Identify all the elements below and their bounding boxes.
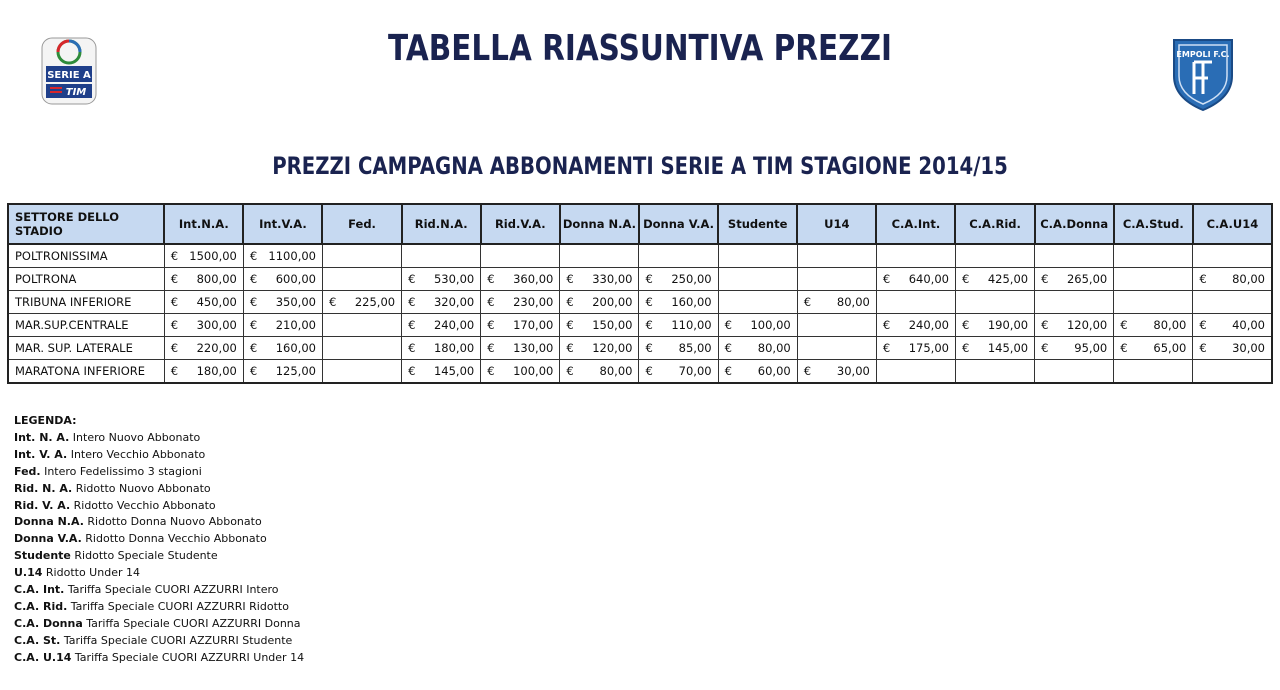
currency-symbol: € (724, 318, 732, 332)
currency-symbol: € (724, 364, 732, 378)
legend-item (14, 616, 304, 633)
price-cell (955, 268, 1034, 291)
price-cell (955, 291, 1034, 314)
price-value: 330,00 (592, 272, 633, 286)
price-value: 175,00 (908, 341, 949, 355)
currency-symbol: € (487, 364, 495, 378)
price-cell (718, 360, 797, 384)
price-cell (955, 244, 1034, 268)
price-value: 120,00 (1066, 318, 1108, 332)
currency-symbol: € (408, 364, 416, 378)
tim-text: TIM (65, 87, 87, 98)
price-value: 65,00 (1153, 341, 1187, 355)
price-value: 200,00 (592, 295, 633, 309)
price-value: 30,00 (1232, 341, 1265, 355)
price-value: 70,00 (678, 364, 712, 378)
price-cell (560, 314, 639, 337)
currency-symbol: € (487, 341, 495, 355)
price-value: 160,00 (671, 295, 712, 309)
currency-symbol: € (1199, 272, 1207, 286)
currency-symbol: € (882, 341, 891, 355)
price-cell (322, 291, 401, 314)
price-value: 350,00 (275, 295, 316, 309)
table-row (8, 268, 1272, 291)
price-value: 450,00 (196, 295, 237, 309)
legend-key: Fed. (14, 464, 41, 478)
price-cell (876, 337, 955, 360)
currency-symbol: € (170, 318, 179, 332)
currency-symbol: € (961, 341, 970, 355)
price-cell (1035, 244, 1114, 268)
currency-symbol: € (249, 341, 258, 355)
legend-item (14, 481, 304, 498)
currency-symbol: € (724, 341, 732, 355)
price-value: 220,00 (196, 341, 237, 355)
currency-symbol: € (961, 318, 970, 332)
price-value: 300,00 (196, 318, 237, 332)
price-cell (1193, 360, 1272, 384)
price-value: 125,00 (275, 364, 316, 378)
price-value: 225,00 (354, 295, 396, 309)
column-header-sector: SETTORE DELLO STADIO (8, 204, 164, 244)
price-table (7, 203, 1273, 384)
price-value: 145,00 (433, 364, 475, 378)
empoli-fc-logo (1170, 36, 1236, 112)
currency-symbol: € (803, 295, 812, 309)
legend-description: Ridotto Vecchio Abbonato (70, 498, 216, 512)
price-cell (718, 244, 797, 268)
price-cell (164, 291, 243, 314)
currency-symbol: € (170, 272, 179, 286)
legend-description: Intero Nuovo Abbonato (69, 430, 201, 444)
legend-item (14, 582, 304, 599)
price-cell (876, 291, 955, 314)
column-header: Rid.N.A. (402, 204, 481, 244)
table-header-row (8, 204, 1272, 244)
price-cell (1035, 314, 1114, 337)
currency-symbol: € (882, 318, 891, 332)
sector-cell: POLTRONISSIMA (8, 244, 164, 268)
price-cell (1193, 314, 1272, 337)
price-cell (639, 314, 718, 337)
price-cell (560, 244, 639, 268)
column-header: U14 (797, 204, 876, 244)
table-row (8, 314, 1272, 337)
price-cell (876, 360, 955, 384)
price-cell (718, 314, 797, 337)
price-cell (1193, 268, 1272, 291)
currency-symbol: € (408, 318, 416, 332)
sector-cell: MAR. SUP. LATERALE (8, 337, 164, 360)
price-cell (402, 268, 481, 291)
price-value: 110,00 (671, 318, 712, 332)
price-cell (164, 337, 243, 360)
price-cell (402, 291, 481, 314)
legend-description: Tariffa Speciale CUORI AZZURRI Donna (82, 616, 301, 630)
currency-symbol: € (1041, 272, 1049, 286)
price-cell (1193, 291, 1272, 314)
price-cell (1035, 291, 1114, 314)
legend-heading: LEGENDA: (14, 414, 77, 427)
price-cell (481, 360, 560, 384)
legend-key: Donna N.A. (14, 515, 84, 529)
legend-key: C.A. Donna (14, 616, 83, 630)
column-header: C.A.Donna (1035, 204, 1114, 244)
price-value: 180,00 (433, 341, 475, 355)
price-cell (402, 244, 481, 268)
table-row (8, 337, 1272, 360)
price-value: 95,00 (1074, 341, 1108, 355)
price-value: 80,00 (836, 295, 870, 309)
price-cell (322, 360, 401, 384)
currency-symbol: € (1199, 318, 1207, 332)
currency-symbol: € (249, 249, 258, 263)
legend-key: Int. N. A. (14, 430, 70, 444)
price-cell (797, 360, 876, 384)
legend-item (14, 430, 304, 447)
legend-item (14, 650, 304, 667)
empoli-text: EMPOLI F.C. (1176, 50, 1230, 59)
currency-symbol: € (645, 318, 653, 332)
price-value: 85,00 (678, 341, 712, 355)
price-value: 640,00 (908, 272, 949, 286)
sector-cell: MARATONA INFERIORE (8, 360, 164, 384)
currency-symbol: € (170, 364, 179, 378)
currency-symbol: € (408, 295, 416, 309)
price-value: 100,00 (750, 318, 791, 332)
price-cell (955, 314, 1034, 337)
price-cell (164, 360, 243, 384)
price-cell (797, 244, 876, 268)
price-cell (481, 291, 560, 314)
price-cell (1193, 337, 1272, 360)
sector-cell: POLTRONA (8, 268, 164, 291)
column-header: C.A.Int. (876, 204, 955, 244)
price-cell (164, 314, 243, 337)
price-cell (1035, 268, 1114, 291)
price-value: 250,00 (671, 272, 712, 286)
price-value: 600,00 (275, 272, 316, 286)
column-header: Int.N.A. (164, 204, 243, 244)
price-cell (402, 314, 481, 337)
price-cell (322, 268, 401, 291)
currency-symbol: € (566, 318, 574, 332)
currency-symbol: € (249, 318, 258, 332)
price-cell (1114, 337, 1193, 360)
price-cell (639, 268, 718, 291)
currency-symbol: € (408, 341, 416, 355)
price-cell (955, 337, 1034, 360)
price-value: 150,00 (592, 318, 633, 332)
price-cell (797, 314, 876, 337)
legend-item (14, 464, 304, 481)
currency-symbol: € (170, 295, 179, 309)
price-cell (322, 244, 401, 268)
currency-symbol: € (1120, 341, 1128, 355)
price-cell (876, 244, 955, 268)
currency-symbol: € (249, 272, 258, 286)
price-cell (1114, 291, 1193, 314)
price-value: 80,00 (757, 341, 791, 355)
price-cell (481, 314, 560, 337)
column-header: C.A.Stud. (1114, 204, 1193, 244)
price-value: 80,00 (1153, 318, 1187, 332)
price-cell (876, 268, 955, 291)
price-value: 170,00 (513, 318, 554, 332)
column-header: Donna N.A. (560, 204, 639, 244)
legend-item (14, 514, 304, 531)
legend-item (14, 633, 304, 650)
price-value: 30,00 (836, 364, 870, 378)
legend-key: Rid. V. A. (14, 498, 71, 512)
price-cell (1035, 360, 1114, 384)
sector-cell: TRIBUNA INFERIORE (8, 291, 164, 314)
currency-symbol: € (645, 341, 653, 355)
legend-description: Ridotto Donna Vecchio Abbonato (81, 532, 267, 546)
price-cell (322, 314, 401, 337)
price-value: 210,00 (275, 318, 316, 332)
price-cell (560, 337, 639, 360)
price-value: 145,00 (987, 341, 1029, 355)
price-cell (639, 337, 718, 360)
price-cell (1114, 314, 1193, 337)
currency-symbol: € (1041, 318, 1049, 332)
column-header: Studente (718, 204, 797, 244)
legend-item (14, 498, 304, 515)
currency-symbol: € (1120, 318, 1128, 332)
price-cell (164, 268, 243, 291)
price-value: 160,00 (275, 341, 316, 355)
price-cell (1035, 337, 1114, 360)
page-subtitle: PREZZI CAMPAGNA ABBONAMENTI SERIE A TIM STAGIONE 2014/15 (272, 152, 1008, 180)
price-cell (1114, 268, 1193, 291)
price-cell (718, 337, 797, 360)
page-title: TABELLA RIASSUNTIVA PREZZI (388, 28, 892, 69)
currency-symbol: € (645, 364, 653, 378)
table-row (8, 291, 1272, 314)
price-cell (243, 291, 322, 314)
price-value: 240,00 (908, 318, 949, 332)
price-cell (243, 337, 322, 360)
price-cell (243, 244, 322, 268)
legend-description: Tariffa Speciale CUORI AZZURRI Ridotto (67, 599, 289, 613)
price-cell (1114, 360, 1193, 384)
price-cell (481, 337, 560, 360)
legend-item (14, 599, 304, 616)
price-cell (243, 360, 322, 384)
price-cell (560, 291, 639, 314)
column-header: Fed. (322, 204, 401, 244)
price-value: 265,00 (1066, 272, 1108, 286)
price-value: 60,00 (757, 364, 791, 378)
currency-symbol: € (249, 295, 258, 309)
price-cell (1193, 244, 1272, 268)
currency-symbol: € (566, 295, 574, 309)
currency-symbol: € (566, 272, 574, 286)
price-value: 120,00 (592, 341, 633, 355)
legend-description: Ridotto Nuovo Abbonato (72, 481, 211, 495)
legend (14, 413, 304, 667)
legend-key: C.A. Rid. (14, 599, 68, 613)
legend-item (14, 565, 304, 582)
currency-symbol: € (645, 295, 653, 309)
currency-symbol: € (1199, 341, 1207, 355)
currency-symbol: € (408, 272, 416, 286)
price-cell (560, 268, 639, 291)
price-cell (402, 337, 481, 360)
table-row (8, 244, 1272, 268)
currency-symbol: € (803, 364, 812, 378)
currency-symbol: € (566, 341, 574, 355)
price-cell (481, 244, 560, 268)
price-value: 1500,00 (189, 249, 237, 263)
price-cell (797, 337, 876, 360)
price-cell (164, 244, 243, 268)
legend-description: Tariffa Speciale CUORI AZZURRI Intero (64, 583, 279, 597)
legend-key: U.14 (14, 566, 43, 580)
legend-key: C.A. U.14 (14, 650, 72, 664)
price-value: 230,00 (513, 295, 554, 309)
legend-description: Ridotto Speciale Studente (70, 549, 218, 563)
column-header: Rid.V.A. (481, 204, 560, 244)
legend-description: Intero Vecchio Abbonato (67, 447, 206, 461)
legend-item (14, 447, 304, 464)
legend-description: Tariffa Speciale CUORI AZZURRI Under 14 (71, 650, 305, 664)
price-value: 100,00 (513, 364, 554, 378)
currency-symbol: € (1041, 341, 1049, 355)
currency-symbol: € (328, 295, 337, 309)
column-header: Int.V.A. (243, 204, 322, 244)
currency-symbol: € (645, 272, 653, 286)
column-header: C.A.Rid. (955, 204, 1034, 244)
price-value: 530,00 (433, 272, 475, 286)
legend-item (14, 548, 304, 565)
legend-key: C.A. Int. (14, 583, 65, 597)
price-cell (560, 360, 639, 384)
currency-symbol: € (961, 272, 970, 286)
currency-symbol: € (170, 249, 179, 263)
price-cell (797, 291, 876, 314)
legend-key: Donna V.A. (14, 532, 82, 546)
serie-a-tim-logo (40, 36, 98, 106)
price-cell (797, 268, 876, 291)
currency-symbol: € (170, 341, 179, 355)
legend-description: Ridotto Donna Nuovo Abbonato (83, 515, 262, 529)
legend-key: C.A. St. (14, 633, 61, 647)
price-value: 80,00 (599, 364, 633, 378)
price-value: 320,00 (433, 295, 475, 309)
legend-key: Studente (14, 549, 71, 563)
price-cell (639, 360, 718, 384)
price-cell (481, 268, 560, 291)
price-value: 1100,00 (268, 249, 316, 263)
price-cell (322, 337, 401, 360)
legend-description: Intero Fedelissimo 3 stagioni (40, 464, 202, 478)
legend-description: Tariffa Speciale CUORI AZZURRI Studente (60, 633, 293, 647)
currency-symbol: € (487, 272, 495, 286)
price-cell (718, 268, 797, 291)
table-row (8, 360, 1272, 384)
price-cell (876, 314, 955, 337)
price-cell (243, 314, 322, 337)
currency-symbol: € (249, 364, 258, 378)
currency-symbol: € (487, 295, 495, 309)
price-cell (1114, 244, 1193, 268)
price-cell (402, 360, 481, 384)
currency-symbol: € (487, 318, 495, 332)
price-value: 190,00 (987, 318, 1029, 332)
price-value: 240,00 (433, 318, 475, 332)
column-header: C.A.U14 (1193, 204, 1272, 244)
price-value: 425,00 (987, 272, 1029, 286)
currency-symbol: € (882, 272, 891, 286)
price-cell (243, 268, 322, 291)
legend-key: Int. V. A. (14, 447, 68, 461)
sector-cell: MAR.SUP.CENTRALE (8, 314, 164, 337)
price-value: 130,00 (513, 341, 554, 355)
price-cell (639, 244, 718, 268)
price-cell (718, 291, 797, 314)
price-value: 180,00 (196, 364, 237, 378)
serie-a-text: SERIE A (47, 70, 91, 81)
legend-item (14, 531, 304, 548)
price-cell (955, 360, 1034, 384)
column-header: Donna V.A. (639, 204, 718, 244)
legend-description: Ridotto Under 14 (42, 566, 140, 580)
price-cell (639, 291, 718, 314)
price-value: 40,00 (1232, 318, 1265, 332)
price-value: 80,00 (1232, 272, 1265, 286)
price-value: 800,00 (196, 272, 237, 286)
legend-key: Rid. N. A. (14, 481, 73, 495)
price-value: 360,00 (513, 272, 554, 286)
currency-symbol: € (566, 364, 574, 378)
